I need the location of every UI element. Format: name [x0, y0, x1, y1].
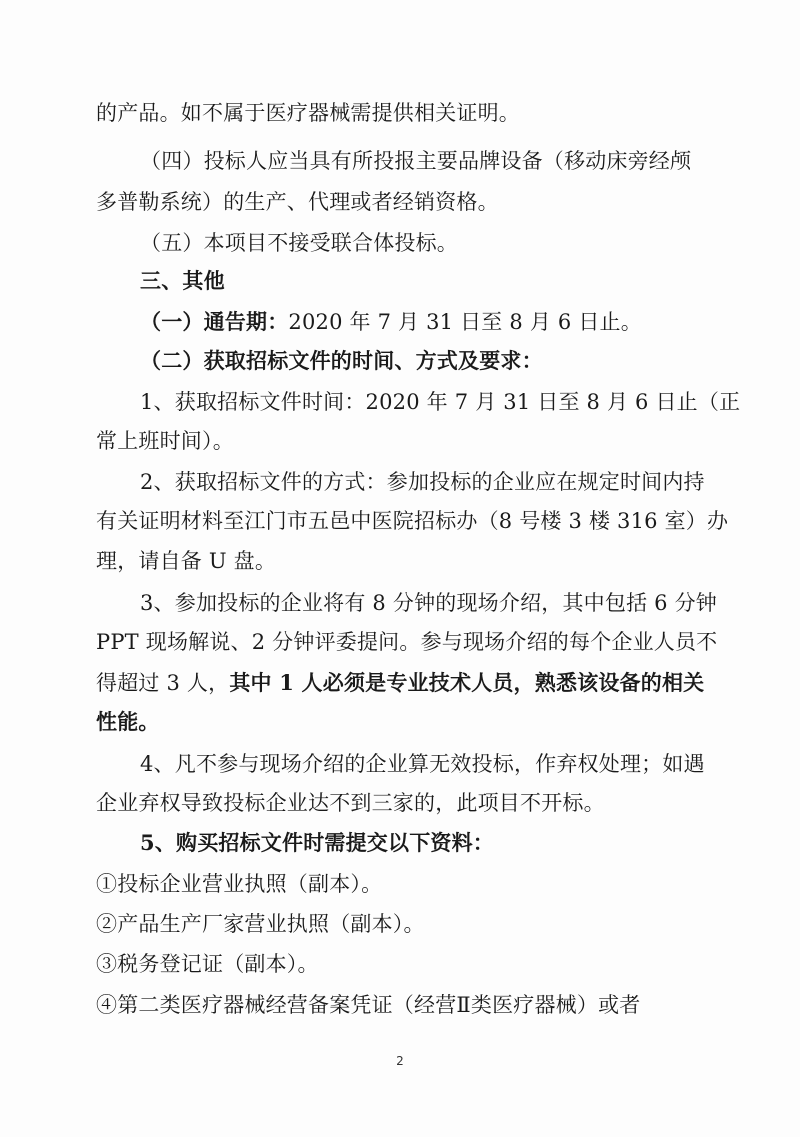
text-line-19: 企业弃权导致投标企业达不到三家的，此项目不开标。: [96, 791, 605, 815]
text-line-4: （五）本项目不接受联合体投标。: [140, 231, 458, 255]
list-item-2: ②产品生产厂家营业执照（副本）。: [96, 912, 425, 936]
text-line-14: 3、参加投标的企业将有 8 分钟的现场介绍，其中包括 6 分钟: [140, 591, 717, 615]
text-line-16: [96, 668, 704, 698]
list-item-4: ④第二类医疗器械经营备案凭证（经营Ⅱ类医疗器械）或者: [96, 993, 641, 1017]
subheading-obtain-documents: （二）获取招标文件的时间、方式及要求：: [140, 348, 543, 373]
list-item-3: ③税务登记证（副本）。: [96, 952, 319, 976]
text-line-3: 多普勒系统）的生产、代理或者经销资格。: [96, 190, 499, 214]
text-line-9: 1、获取招标文件时间：2020 年 7 月 31 日至 8 月 6 日止（正: [140, 390, 741, 414]
page-number: 2: [396, 1054, 404, 1068]
text-line-18: 4、凡不参与现场介绍的企业算无效投标，作弃权处理；如遇: [140, 752, 705, 776]
text-line-11: 2、获取招标文件的方式：参加投标的企业应在规定时间内持: [140, 470, 705, 494]
text-line-17: 性能。: [96, 709, 160, 734]
notice-period-label: （一）通告期：: [140, 309, 289, 334]
text-line-13: 理，请自备 U 盘。: [96, 549, 277, 573]
list-item-1: ①投标企业营业执照（副本）。: [96, 872, 383, 896]
text-line-notice-period: [140, 307, 642, 337]
text-line-12: 有关证明材料至江门市五邑中医院招标办（8 号楼 3 楼 316 室）办: [96, 509, 729, 533]
subheading-required-materials: 5、购买招标文件时需提交以下资料：: [140, 830, 495, 855]
text-line-10: 常上班时间）。: [96, 429, 234, 453]
text-line-2: （四）投标人应当具有所投报主要品牌设备（移动床旁经颅: [140, 149, 692, 173]
text-line-16-normal: 得超过 3 人，: [96, 671, 230, 695]
text-line-16-bold: 其中 1 人必须是专业技术人员，熟悉该设备的相关: [229, 670, 705, 695]
text-line-15: PPT 现场解说、2 分钟评委提问。参与现场介绍的每个企业人员不: [96, 630, 718, 654]
text-line-1: 的产品。如不属于医疗器械需提供相关证明。: [96, 101, 520, 125]
notice-period-value: 2020 年 7 月 31 日至 8 月 6 日止。: [288, 310, 642, 334]
section-heading-other: 三、其他: [140, 268, 225, 293]
